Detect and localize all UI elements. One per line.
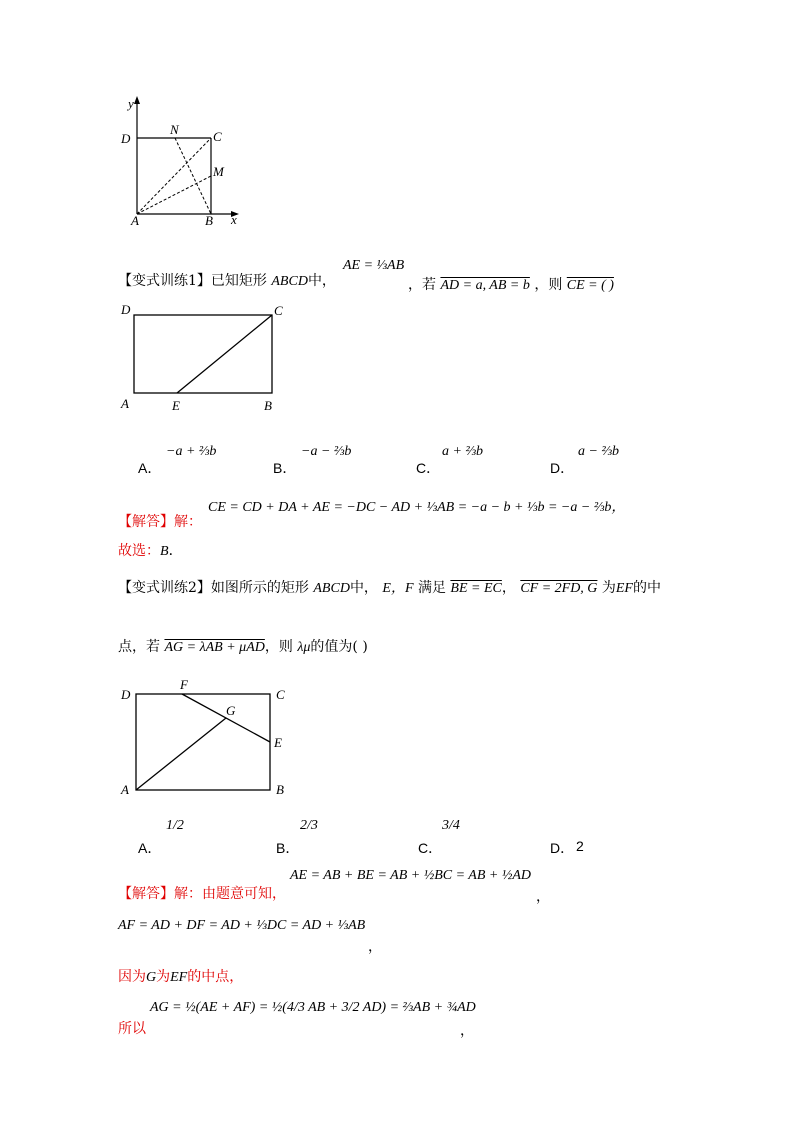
ex2-cond2: CF = 2FD, G (520, 581, 598, 596)
label-C: C (213, 129, 222, 144)
ex2-option-a-value: 1/2 (166, 818, 184, 833)
ex2-solution-eq4: AG = ½(AE + AF) = ½(4/3 AB + 3/2 AD) = ⅔AB + ¾AD (150, 1000, 476, 1015)
ex2-satisfy: 满足 (417, 580, 446, 596)
ex1-option-b-value: −a − ⅔b (301, 444, 352, 459)
ex2-option-b-value: 2/3 (300, 818, 318, 833)
ex1-answer-prefix: 故选： (118, 543, 160, 559)
ex2-option-c-label: C． (418, 840, 443, 856)
ex2-rect-figure (118, 674, 298, 804)
label-M: M (213, 164, 224, 179)
ex2-cond3: AG = λAB + μAD (164, 640, 265, 655)
ex2-lm: λμ (297, 640, 311, 655)
ex2-solution-comma2: ， (368, 939, 382, 955)
ex2-label-D: D (121, 687, 131, 702)
ex2-wei: 为 (601, 580, 616, 596)
ex2-question-line2 (118, 638, 368, 657)
ex2-comma: ， (501, 580, 516, 596)
ex2-label-E: E (274, 735, 282, 750)
ex2-de-zhong: 的中 (632, 580, 661, 596)
ex2-label-G: G (226, 703, 236, 718)
ex2-solution-eq2: AF = AD + DF = AD + ⅓DC = AD + ⅓AB (118, 918, 366, 933)
ex2-cond1: BE = EC (450, 581, 502, 596)
ex2-solution-comma4: ， (460, 1023, 474, 1039)
ex1-label-A: A (121, 396, 129, 411)
ex1-option-a-label: A． (138, 460, 162, 476)
ex1-label-E: E (172, 398, 180, 413)
ex1-solution-tag: 【解答】解： (118, 514, 202, 530)
ex2-option-a[interactable] (138, 838, 161, 858)
ex2-option-b-label: B． (276, 840, 300, 856)
ex2-label-C: C (276, 687, 285, 702)
ex2-sol3-c: 的中点， (187, 969, 244, 985)
ex2-label-B: B (276, 782, 284, 797)
coordinate-square-figure (115, 92, 255, 232)
ex1-ruo: ，若 (408, 277, 436, 293)
ex2-solution-tag: 【解答】解：由题意可知， (118, 886, 286, 902)
ex1-option-a[interactable] (138, 458, 161, 478)
ex1-option-c-value: a + ⅔b (442, 444, 483, 459)
label-N: N (170, 122, 179, 137)
label-B: B (205, 213, 213, 228)
ex1-option-b-label: B． (273, 460, 297, 476)
ex1-target: CE = ( ) (566, 278, 614, 293)
ex2-solution-comma1: ， (536, 889, 550, 905)
label-D: D (121, 131, 131, 146)
ex2-option-b[interactable] (276, 838, 299, 858)
ex2-pts: E，F (382, 581, 414, 596)
ex2-label-F: F (180, 677, 188, 692)
ex1-option-d-value: a − ⅔b (578, 444, 619, 459)
ex2-option-c-value: 3/4 (442, 818, 460, 833)
ex2-option-a-label: A． (138, 840, 162, 856)
ex1-option-d-label: D． (550, 460, 575, 476)
ex2-label-A: A (121, 782, 129, 797)
ex2-ef: EF (615, 581, 633, 596)
label-y: y (128, 96, 134, 111)
ex2-line2-c: 的值为 (310, 639, 353, 655)
ex1-intro: 已知矩形 (210, 273, 267, 289)
ex2-line2-a: 点，若 (118, 639, 160, 655)
ex1-option-c-label: C． (416, 460, 441, 476)
ex2-tag: 【变式训练2】 (118, 580, 211, 596)
ex1-answer-line (118, 542, 183, 561)
label-x: x (231, 212, 237, 227)
ex2-zhong: 中， (349, 580, 378, 596)
ex1-question (118, 272, 336, 291)
ex2-sol3-b: 为 (156, 969, 171, 985)
ex1-option-d[interactable] (550, 458, 574, 478)
ex1-rect-figure (118, 300, 298, 415)
ex1-rect-name: ABCD (271, 274, 308, 289)
ex2-line2-b: ，则 (264, 639, 293, 655)
ex2-solution-line4-prefix: 所以 (118, 1021, 146, 1037)
ex1-answer: B (160, 544, 169, 559)
ex2-sol3-ef: EF (170, 970, 188, 985)
ex2-options (138, 816, 678, 856)
ex1-ze: ，则 (534, 277, 563, 293)
ex2-sol3-a: 因为 (118, 969, 146, 985)
ex1-options (138, 444, 678, 476)
ex2-option-d[interactable] (550, 838, 574, 858)
ex1-option-b[interactable] (273, 458, 296, 478)
ex2-rect-name: ABCD (313, 581, 350, 596)
ex1-option-a-value: −a + ⅔b (166, 444, 217, 459)
ex2-sol3-g: G (146, 970, 157, 985)
ex1-label-C: C (274, 303, 283, 318)
ex1-cond (343, 258, 404, 274)
ex1-cond-text: AE = ⅓AB (343, 258, 405, 273)
ex1-zhong: 中， (307, 273, 336, 289)
ex1-tag: 【变式训练1】 (118, 273, 211, 289)
ex1-label-D: D (121, 302, 131, 317)
ex2-solution-line3 (118, 968, 243, 987)
label-A: A (131, 213, 139, 228)
ex2-option-d-label: D． (550, 840, 575, 856)
ex2-paren: ( ) (352, 639, 368, 655)
ex2-option-c[interactable] (418, 838, 442, 858)
ex2-solution-eq1: AE = AB + BE = AB + ½BC = AB + ½AD (290, 868, 531, 883)
ex1-answer-suffix: ． (168, 543, 183, 559)
ex1-cond-rest (408, 276, 614, 295)
ex2-intro: 如图所示的矩形 (210, 580, 309, 596)
ex1-solution-eq: CE = CD + DA + AE = −DC − AD + ⅓AB = −a − b + ⅓b = −a − ⅔b， (208, 500, 626, 515)
ex1-label-B: B (264, 398, 272, 413)
ex1-option-c[interactable] (416, 458, 440, 478)
ex2-option-d-value: 2 (576, 838, 584, 854)
ex2-question-line1 (118, 579, 661, 598)
ex1-vec-cond: AD = a, AB = b (440, 278, 530, 293)
